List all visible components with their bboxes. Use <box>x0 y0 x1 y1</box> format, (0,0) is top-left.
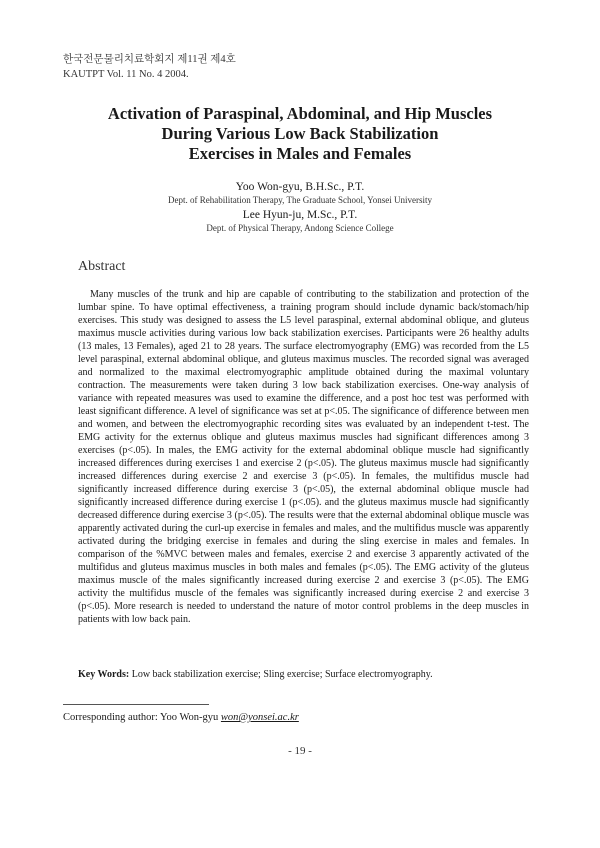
footnote-divider <box>63 704 209 705</box>
abstract-heading: Abstract <box>78 259 126 274</box>
author-block <box>60 180 540 236</box>
journal-korean-line: 한국전문물리치료학회지 제11권 제4호 <box>63 54 236 65</box>
keywords <box>78 668 529 681</box>
page-number: - 19 - <box>288 745 312 757</box>
author-name: Lee Hyun-ju, M.Sc., P.T. <box>242 209 358 221</box>
author-affiliation: Dept. of Physical Therapy, Andong Science College <box>206 223 394 233</box>
paper-title <box>60 104 540 164</box>
corresponding-author-footnote <box>63 711 299 725</box>
author-email-link[interactable]: won@yonsei.ac.kr <box>220 712 299 723</box>
title-line-3: Exercises in Males and Females <box>188 144 412 163</box>
footnote-label: Corresponding author: Yoo Won-gyu <box>63 712 219 723</box>
title-line-2: During Various Low Back Stabilization <box>161 124 439 143</box>
title-line-1: Activation of Paraspinal, Abdominal, and Hip Muscles <box>107 104 493 123</box>
journal-header <box>63 52 236 82</box>
keywords-text: Low back stabilization exercise; Sling exercise; Surface electromyography. <box>131 669 433 680</box>
journal-english-line: KAUTPT Vol. 11 No. 4 2004. <box>63 69 189 80</box>
author-affiliation: Dept. of Rehabilitation Therapy, The Graduate School, Yonsei University <box>167 195 433 205</box>
author-name: Yoo Won-gyu, B.H.Sc., P.T. <box>235 181 365 193</box>
keywords-label: Key Words: <box>78 669 130 680</box>
abstract-body: Many muscles of the trunk and hip are capable of contributing to the stabilization and protection of the lumbar spine. To have optimal effectiveness, a training program should include dynamic back/stomach/hip exercises. This study was designed to assess the L5 level paraspinal, external abdominal oblique, and gluteus maximus muscle activities during various low back stabilization exercises. Participants were 26 healthy adults (13 males, 13 Females), aged 21 to 28 years. The surface electromyography (EMG) was recorded from the L5 level paraspinal, external abdominal oblique, and gluteus maximus muscles. The recorded signal was averaged and normalized to the maximal electromyographic amplitude obtained during the maximal voluntary contraction. The measurements were taken during 3 low back stabilization exercises. One-way analysis of variance with repeated measures was used to examine the difference, and a post hoc test was performed with least significant difference. A level of significance was set at p<.05. The significance of difference between men and women, and between the electromyographic recording sites was evaluated by an independent t-test. The EMG activity for the externus oblique and gluteus maximus muscles had significant differences among 3 exercises (p<.05). In males, the EMG activity for the external abdominal oblique muscle had significantly increased differences during exercises 1 and exercise 2 (p<.05). The gluteus maximus muscle had significantly increased differences during exercise 2 and exercise 3 (p<.05). In females, the multifidus muscle had significantly increased difference during exercise 3 (p<.05), the external abdominal oblique muscle had significantly increased difference during exercise 1 (p<.05). and the gluteus maximus muscle had significantly decreased difference during exercise 3 (p<.05). The results were that the external abdominal oblique muscle was apparently activated during the curl-up exercise in females and males, and the multifidus muscle was apparently activated during the bridging exercise in females and during the sling exercise in males and females. In comparison of the %MVC between males and females, exercise 2 and exercise 3 apparently activated of the multifidus and gluteus maximus muscles in both males and females (p<.05). The EMG activity of the gluteus maximus muscle of the males significantly increased during exercise 2 and exercise 3 (p<.05). The EMG activity the multifidus muscle of the females was significantly increased during exercise 2 and exercise 3 (p<.05). More research is needed to understand the nature of motor control problems in the deep muscles in patients with low back pain. <box>78 289 529 625</box>
